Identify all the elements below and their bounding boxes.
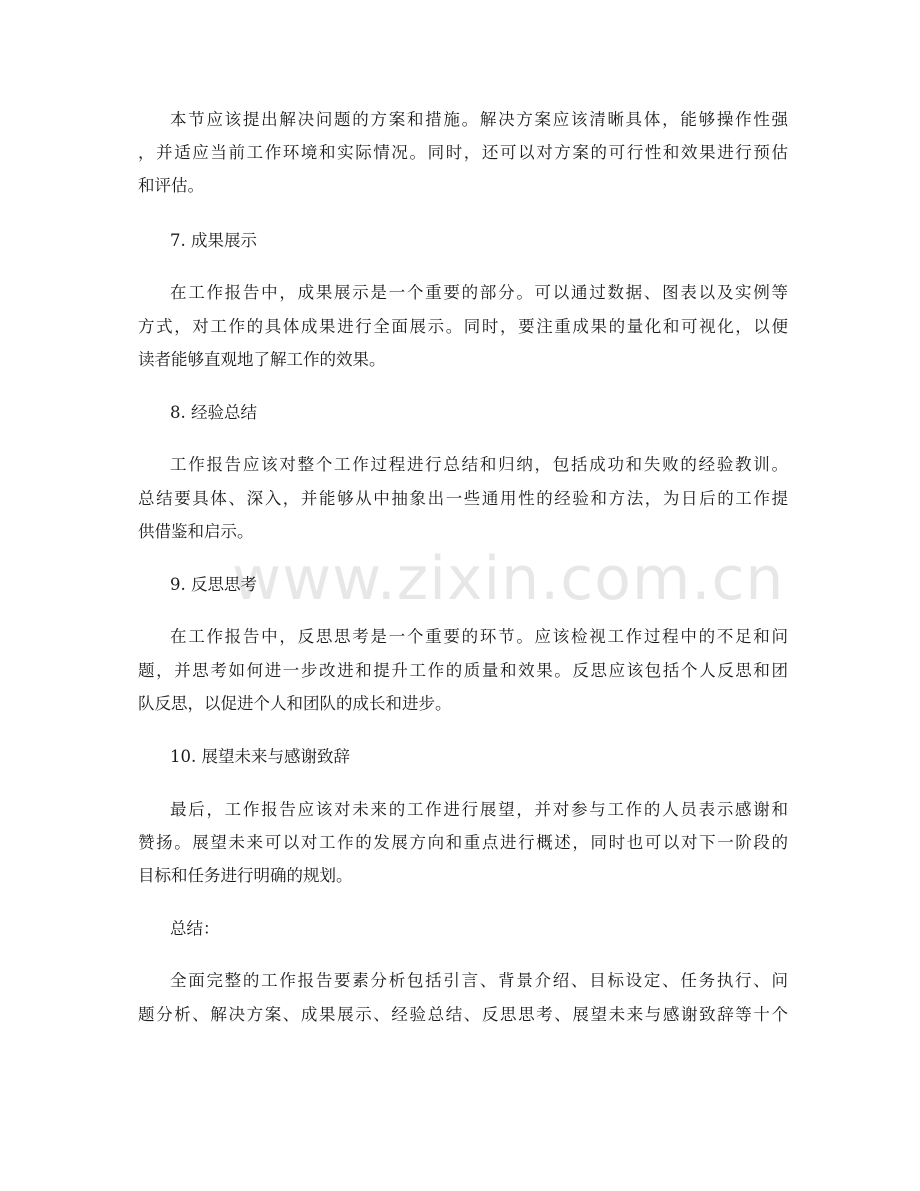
section-heading: 8. 经验总结 [170,403,257,422]
paragraph-line: 总结要具体、深入，并能够从中抽象出一些通用性的经验和方法，为日后的工作提 [138,489,788,508]
paragraph-line: 工作报告应该对整个工作过程进行总结和归纳，包括成功和失败的经验教训。 [170,455,788,474]
paragraph-line: 目标和任务进行明确的规划。 [138,866,353,885]
paragraph-line: 和评估。 [138,176,204,195]
section-heading: 9. 反思思考 [170,575,257,594]
paragraph-line: 读者能够直观地了解工作的效果。 [138,350,386,369]
paragraph-line: 题分析、解决方案、成果展示、经验总结、反思思考、展望未来与感谢致辞等十个 [138,1005,788,1024]
paragraph-line: 在工作报告中，成果展示是一个重要的部分。可以通过数据、图表以及实例等 [170,283,788,302]
paragraph-line: 本节应该提出解决问题的方案和措施。解决方案应该清晰具体，能够操作性强 [170,110,788,129]
paragraph-line: 题，并思考如何进一步改进和提升工作的质量和效果。反思应该包括个人反思和团 [138,661,788,680]
section-heading: 10. 展望未来与感谢致辞 [170,747,350,766]
summary-heading: 总结： [170,919,220,938]
paragraph-line: 最后，工作报告应该对未来的工作进行展望，并对参与工作的人员表示感谢和 [170,800,788,819]
watermark: www.zixin.com.cn [232,544,785,614]
paragraph-line: 队反思，以促进个人和团队的成长和进步。 [138,694,452,713]
paragraph-line: 方式，对工作的具体成果进行全面展示。同时，要注重成果的量化和可视化，以便 [138,317,788,336]
section-heading: 7. 成果展示 [170,231,257,250]
paragraph-line: 在工作报告中，反思思考是一个重要的环节。应该检视工作过程中的不足和问 [170,627,788,646]
paragraph-line: 赞扬。展望未来可以对工作的发展方向和重点进行概述，同时也可以对下一阶段的 [138,833,788,852]
paragraph-line: 全面完整的工作报告要素分析包括引言、背景介绍、目标设定、任务执行、问 [170,971,788,990]
paragraph-line: ，并适应当前工作环境和实际情况。同时，还可以对方案的可行性和效果进行预估 [138,143,788,162]
paragraph-line: 供借鉴和启示。 [138,522,254,541]
